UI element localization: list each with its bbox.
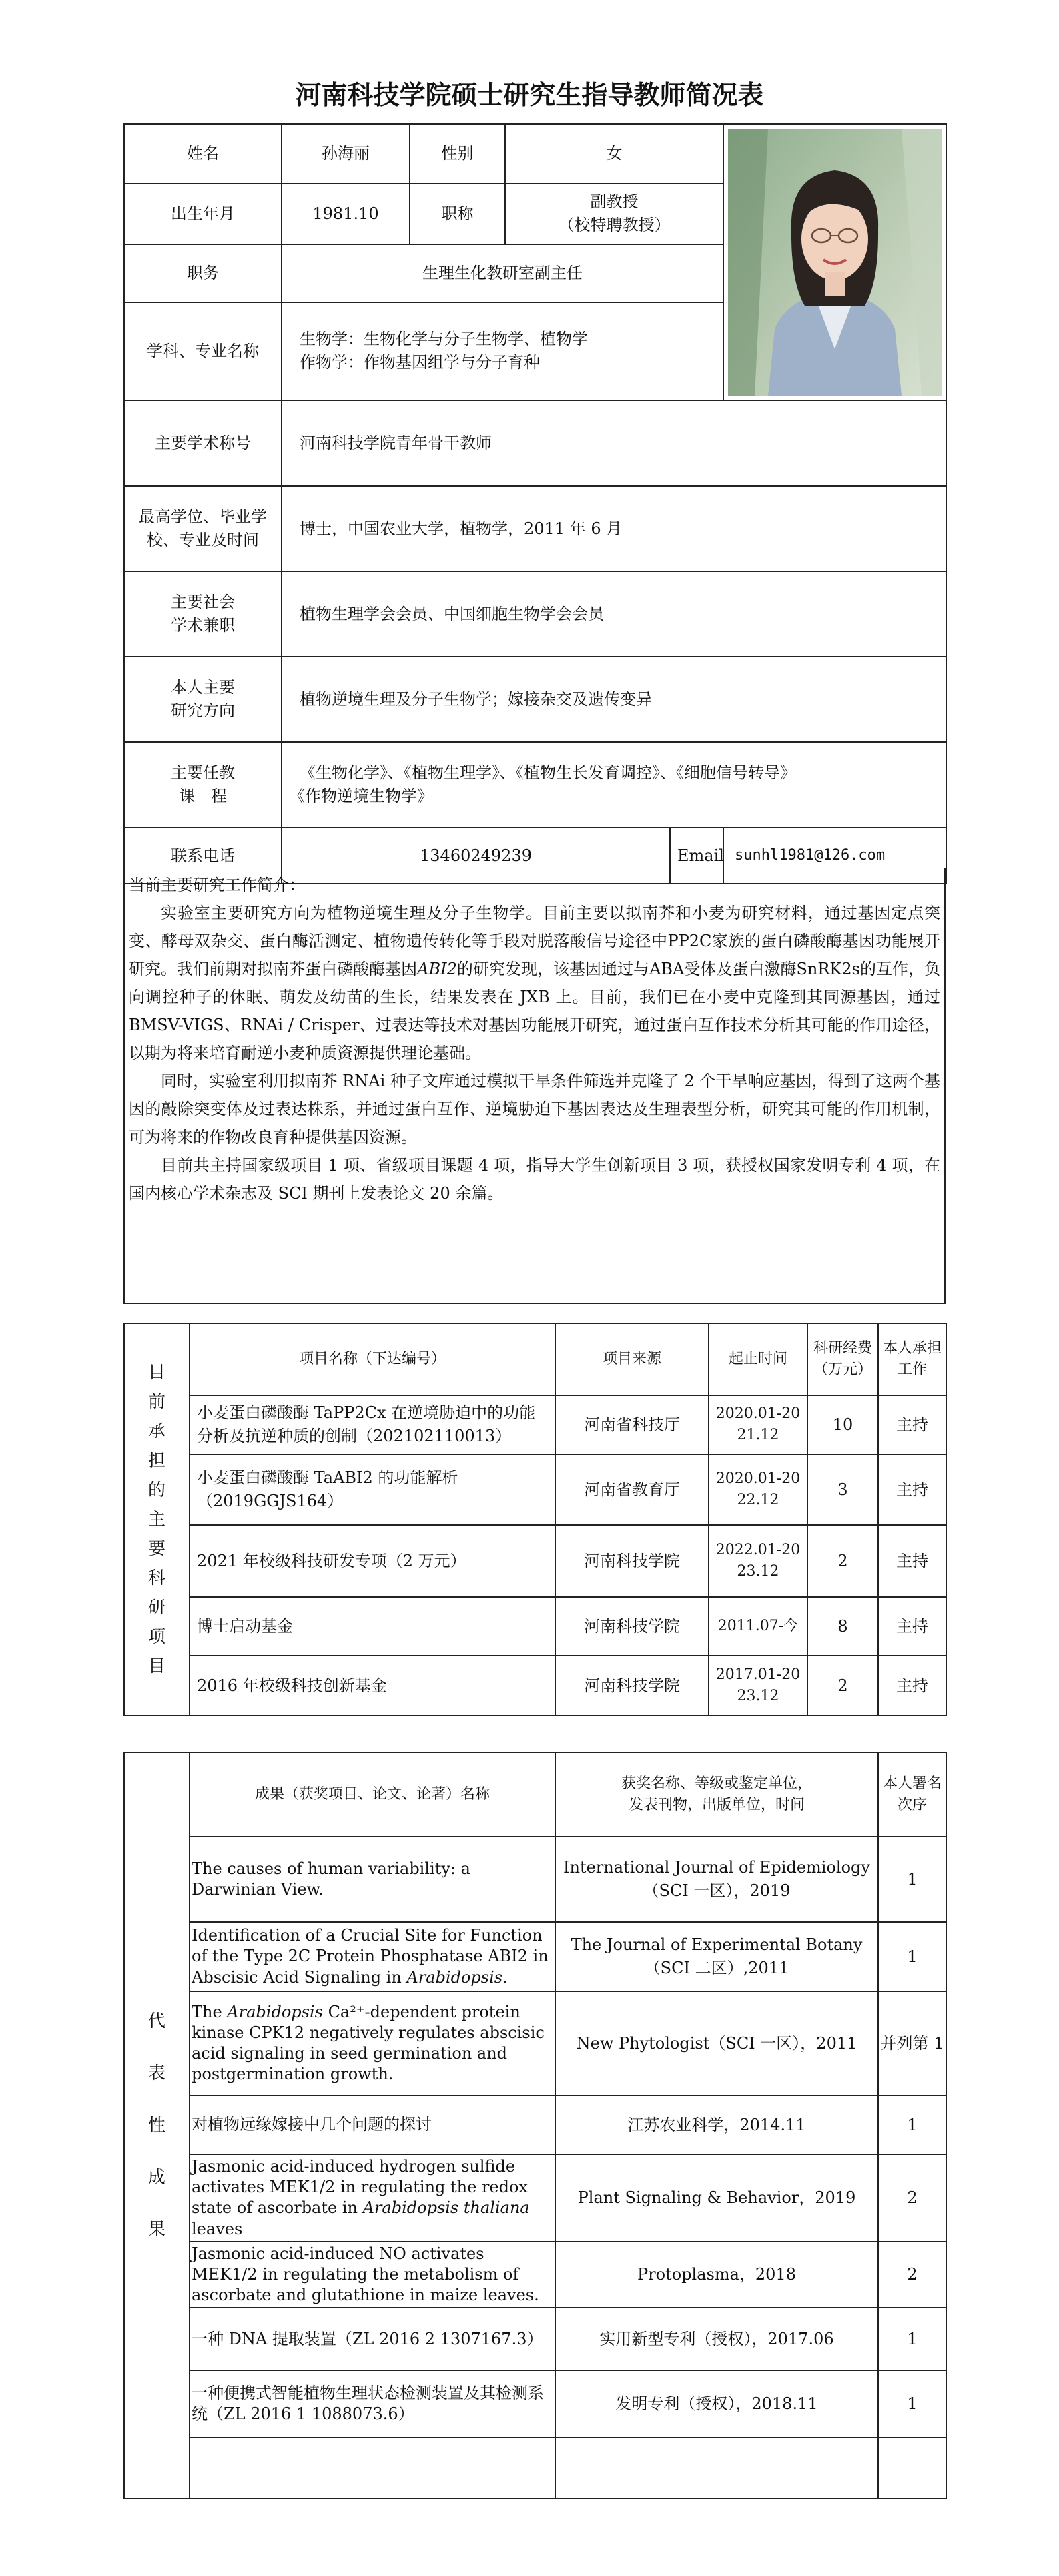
intro-paragraph-2: 同时，实验室利用拟南芥 RNAi 种子文库通过模拟干旱条件筛选并克隆了 2 个干旱响应基因，得到了这两个基因的敲除突变体及过表达株系，并通过蛋白互作、逆境胁迫下基因表达及生理表型分析，研究其可能的作用机制，可为将来的作物改良育种提供基因资源。 xyxy=(129,1072,940,1147)
email-value: sunhl1981@126.com xyxy=(723,828,946,884)
achievement-name xyxy=(190,1991,555,2096)
achievement-rank: 并列第 1 xyxy=(878,1991,946,2096)
phone-value: 13460249239 xyxy=(282,828,670,884)
intro-p1-part-b: 的研究发现，该基因通过与ABA受体及蛋白激酶SnRK2s的互作，负向调控种子的休眠、萌发及幼苗的生长，结果发表在 JXB 上。目前，我们已在小麦中克隆到其同源基因，通过BMSV-VIGS、RNAi / Crisper、过表达等技术对基因功能展开研究，通过蛋白互作技术分析其可能的作用途径，以期为将来培育耐逆小麦种质资源提供理论基础。 xyxy=(129,960,940,1062)
intro-p1-part-a: 实验室主要研究方向为植物逆境生理及分子生物学。目前主要以拟南芥和小麦为研究材料，通过基因定点突变、酵母双杂交、蛋白酶活测定、植物遗传转化等手段对脱落酸信号途径中PP2C家族的蛋白磷酸酶基因功能展开研究。我们前期对拟南芥蛋白磷酸酶基因 xyxy=(129,904,940,978)
achievement-name-italic: Arabidopsis thaliana xyxy=(362,2198,530,2218)
project-funding: 8 xyxy=(807,1597,878,1656)
degree-label-line-2: 校、专业及时间 xyxy=(147,531,259,549)
project-time-line-2: 21.12 xyxy=(737,1427,779,1443)
achievement-venue xyxy=(555,2308,878,2370)
project-time-line-2: 23.12 xyxy=(737,1688,779,1704)
header-venue-line-1: 获奖名称、等级或鉴定单位， xyxy=(621,1775,812,1793)
achievements-side-char: 果 xyxy=(147,2220,165,2240)
projects-side-char: 前 xyxy=(147,1392,165,1412)
project-row xyxy=(124,1656,946,1716)
project-name: 小麦蛋白磷酸酶 TaABI2 的功能解析（2019GGJS164） xyxy=(190,1454,555,1525)
achievements-side-char: 代 xyxy=(147,2011,165,2032)
achievement-venue-line-2: （SCI 一区），2019 xyxy=(643,1881,791,1900)
project-time xyxy=(709,1525,807,1597)
achievement-venue-line-1: The Journal of Experimental Botany xyxy=(571,1935,863,1955)
project-time xyxy=(709,1597,807,1656)
research-label-line-2: 研究方向 xyxy=(171,701,235,720)
achievement-name xyxy=(190,2096,555,2154)
header-source: 项目来源 xyxy=(555,1323,709,1395)
intro-heading: 当前主要研究工作简介： xyxy=(129,876,305,894)
empty-cell xyxy=(555,2437,878,2499)
achievement-name-text-end: leaves xyxy=(192,2219,243,2238)
social-label xyxy=(124,571,282,657)
courses-label-line-1: 主要任教 xyxy=(171,763,235,783)
achievements-header-row xyxy=(124,1752,946,1837)
project-funding: 10 xyxy=(807,1395,878,1454)
achievement-name-text: 一种便携式智能植物生理状态检测装置及其检测系统（ZL 2016 1 1088073.6） xyxy=(192,2384,544,2424)
position-label: 职务 xyxy=(124,244,282,302)
degree-label-line-1: 最高学位、毕业学 xyxy=(139,507,267,527)
achievement-venue-line-1: Plant Signaling & Behavior，2019 xyxy=(577,2188,856,2207)
project-name: 2016 年校级科技创新基金 xyxy=(190,1656,555,1716)
project-row xyxy=(124,1454,946,1525)
project-name: 2021 年校级科技研发专项（2 万元） xyxy=(190,1525,555,1597)
degree-value: 博士，中国农业大学，植物学，2011 年 6 月 xyxy=(282,486,946,571)
achievement-venue-line-1: 实用新型专利（授权），2017.06 xyxy=(599,2329,834,2348)
research-intro xyxy=(123,868,946,1304)
header-role: 本人承担工作 xyxy=(878,1323,946,1395)
gender-value: 女 xyxy=(505,124,723,184)
projects-side-char: 要 xyxy=(147,1539,165,1559)
achievement-name-text: Jasmonic acid-induced NO activates MEK1/2 in regulating the metabolism of ascorbate and glutathione in maize leaves. xyxy=(192,2244,539,2305)
achievement-rank: 1 xyxy=(878,2370,946,2437)
social-value: 植物生理学会会员、中国细胞生物学会会员 xyxy=(282,571,946,657)
projects-header-row xyxy=(124,1323,946,1395)
achievement-rank: 1 xyxy=(878,1837,946,1922)
rank-value xyxy=(505,184,723,244)
empty-cell xyxy=(878,2437,946,2499)
project-time-line-1: 2022.01-20 xyxy=(715,1542,801,1559)
degree-label xyxy=(124,486,282,571)
project-role: 主持 xyxy=(878,1597,946,1656)
social-label-line-2: 学术兼职 xyxy=(171,616,235,635)
academic-title-label: 主要学术称号 xyxy=(124,400,282,486)
header-achievement-name: 成果（获奖项目、论文、论著）名称 xyxy=(190,1752,555,1837)
achievement-venue xyxy=(555,2096,878,2154)
birth-label: 出生年月 xyxy=(124,184,282,244)
project-source: 河南科技学院 xyxy=(555,1656,709,1716)
achievement-name-italic: Arabidopsis. xyxy=(406,1967,508,1987)
social-label-line-1: 主要社会 xyxy=(171,593,235,612)
name-label: 姓名 xyxy=(124,124,282,184)
achievement-name-text: The causes of human variability: a Darwinian View. xyxy=(192,1859,470,1899)
achievement-name xyxy=(190,1922,555,1991)
achievement-rank: 1 xyxy=(878,1922,946,1991)
birth-value: 1981.10 xyxy=(282,184,410,244)
academic-title-value: 河南科技学院青年骨干教师 xyxy=(282,400,946,486)
achievement-venue-line-2: （SCI 二区）,2011 xyxy=(644,1959,789,1977)
project-role: 主持 xyxy=(878,1454,946,1525)
achievements-side-char: 性 xyxy=(147,2116,165,2136)
achievement-venue-line-1: 江苏农业科学，2014.11 xyxy=(627,2115,806,2134)
project-time-line-1: 2020.01-20 xyxy=(715,1405,801,1423)
photo-cell xyxy=(723,124,946,400)
intro-paragraph-3: 目前共主持国家级项目 1 项、省级项目课题 4 项，指导大学生创新项目 3 项，获授权国家发明专利 4 项，在国内核心学术杂志及 SCI 期刊上发表论文 20 余篇。 xyxy=(129,1156,940,1203)
projects-side-char: 承 xyxy=(147,1421,165,1441)
projects-side-char: 项 xyxy=(147,1627,165,1647)
achievement-name-text: Identification of a Crucial Site for Function of the Type 2C Protein Phosphatase ABI2 in Abscisic Acid Signaling in xyxy=(192,1926,549,1987)
project-funding: 3 xyxy=(807,1454,878,1525)
project-row xyxy=(124,1525,946,1597)
rank-line-2: （校特聘教授） xyxy=(558,216,671,235)
project-row xyxy=(124,1395,946,1454)
courses-line-2: 《作物逆境生物学》 xyxy=(289,787,433,806)
project-time xyxy=(709,1395,807,1454)
projects-side-label xyxy=(124,1323,190,1716)
achievement-venue xyxy=(555,1837,878,1922)
achievements-table xyxy=(123,1752,947,2499)
project-role: 主持 xyxy=(878,1395,946,1454)
project-source: 河南省科技厅 xyxy=(555,1395,709,1454)
project-time-line-1: 2011.07-今 xyxy=(717,1618,799,1635)
profile-table xyxy=(123,123,947,884)
achievement-row xyxy=(124,1837,946,1922)
project-time-line-2: 22.12 xyxy=(737,1492,779,1508)
project-time-line-1: 2017.01-20 xyxy=(715,1666,801,1684)
header-venue xyxy=(555,1752,878,1837)
achievement-name-text: 一种 DNA 提取装置（ZL 2016 2 1307167.3） xyxy=(192,2329,543,2348)
courses-label xyxy=(124,742,282,828)
intro-gene-name: ABI2 xyxy=(417,960,457,978)
achievement-rank: 2 xyxy=(878,2154,946,2242)
achievement-rank: 1 xyxy=(878,2308,946,2370)
header-time: 起止时间 xyxy=(709,1323,807,1395)
project-time xyxy=(709,1656,807,1716)
courses-line-1: 《生物化学》、《植物生理学》、《植物生长发育调控》、《细胞信号转导》 xyxy=(300,763,796,783)
projects-side-char: 主 xyxy=(147,1510,165,1530)
research-label-line-1: 本人主要 xyxy=(171,678,235,697)
projects-side-char: 目 xyxy=(147,1363,165,1383)
project-role: 主持 xyxy=(878,1525,946,1597)
header-project-name: 项目名称（下达编号） xyxy=(190,1323,555,1395)
achievement-empty-row xyxy=(124,2437,946,2499)
achievement-name xyxy=(190,2154,555,2242)
position-value: 生理生化教研室副主任 xyxy=(282,244,723,302)
achievement-row xyxy=(124,1922,946,1991)
achievement-name-text: The xyxy=(192,2002,228,2021)
achievement-venue-line-1: 发明专利（授权），2018.11 xyxy=(615,2394,818,2413)
projects-table xyxy=(123,1323,947,1716)
achievement-rank: 2 xyxy=(878,2242,946,2308)
achievement-venue xyxy=(555,1922,878,1991)
header-funding: 科研经费（万元） xyxy=(807,1323,878,1395)
project-name: 小麦蛋白磷酸酶 TaPP2Cx 在逆境胁迫中的功能分析及抗逆种质的创制（202102110013） xyxy=(190,1395,555,1454)
achievement-name xyxy=(190,2308,555,2370)
project-funding: 2 xyxy=(807,1525,878,1597)
project-source: 河南省教育厅 xyxy=(555,1454,709,1525)
discipline-line-1: 生物学：生物化学与分子生物学、植物学 xyxy=(300,330,588,349)
achievements-side-char: 表 xyxy=(147,2063,165,2084)
projects-side-char: 的 xyxy=(147,1480,165,1500)
page-title: 河南科技学院硕士研究生指导教师简况表 xyxy=(295,81,764,111)
achievement-name xyxy=(190,2370,555,2437)
research-value: 植物逆境生理及分子生物学；嫁接杂交及遗传变异 xyxy=(282,657,946,742)
project-source: 河南科技学院 xyxy=(555,1525,709,1597)
project-role: 主持 xyxy=(878,1656,946,1716)
achievement-name xyxy=(190,1837,555,1922)
achievement-venue xyxy=(555,2370,878,2437)
achievement-name-text: 对植物远缘嫁接中几个问题的探讨 xyxy=(192,2115,432,2134)
header-venue-line-2: 发表刊物，出版单位，时间 xyxy=(628,1797,805,1813)
project-time-line-1: 2020.01-20 xyxy=(715,1470,801,1488)
discipline-label: 学科、专业名称 xyxy=(124,302,282,400)
achievement-venue-line-1: Protoplasma，2018 xyxy=(637,2265,796,2284)
achievement-venue xyxy=(555,1991,878,2096)
achievement-row xyxy=(124,2096,946,2154)
projects-side-char: 科 xyxy=(147,1568,165,1588)
project-funding: 2 xyxy=(807,1656,878,1716)
achievement-row xyxy=(124,2308,946,2370)
achievement-venue-line-1: New Phytologist（SCI 一区），2011 xyxy=(576,2033,857,2053)
research-label xyxy=(124,657,282,742)
achievement-name-text-end: Ca²⁺-dependent protein kinase CPK12 negatively regulates abscisic acid signaling in seed germination and postgermination growth. xyxy=(192,2002,545,2084)
intro-paragraph-1 xyxy=(129,899,940,1067)
achievement-name-italic: Arabidopsis xyxy=(227,2002,323,2021)
header-rank: 本人署名次序 xyxy=(878,1752,946,1837)
achievement-venue xyxy=(555,2242,878,2308)
project-row xyxy=(124,1597,946,1656)
achievement-row xyxy=(124,2242,946,2308)
achievement-venue xyxy=(555,2154,878,2242)
achievement-venue-line-1: International Journal of Epidemiology xyxy=(563,1858,870,1877)
achievement-name-text: Jasmonic acid-induced hydrogen sulfide activates MEK1/2 in regulating the redox state of ascorbate in xyxy=(192,2157,528,2218)
achievement-rank: 1 xyxy=(878,2096,946,2154)
portrait-photo xyxy=(728,129,942,396)
achievement-row xyxy=(124,2154,946,2242)
email-label: Email xyxy=(670,828,723,884)
project-time-line-2: 23.12 xyxy=(737,1563,779,1580)
achievement-row xyxy=(124,2370,946,2437)
project-time xyxy=(709,1454,807,1525)
projects-side-char: 目 xyxy=(147,1656,165,1676)
courses-label-line-2: 课 程 xyxy=(179,787,227,806)
achievement-name xyxy=(190,2242,555,2308)
discipline-value xyxy=(282,302,723,400)
projects-side-char: 研 xyxy=(147,1598,165,1618)
gender-label: 性别 xyxy=(410,124,505,184)
name-value: 孙海丽 xyxy=(282,124,410,184)
empty-cell xyxy=(190,2437,555,2499)
achievements-side-label xyxy=(124,1752,190,2499)
project-source: 河南科技学院 xyxy=(555,1597,709,1656)
project-name: 博士启动基金 xyxy=(190,1597,555,1656)
rank-line-1: 副教授 xyxy=(590,192,639,212)
discipline-line-2: 作物学：作物基因组学与分子育种 xyxy=(300,353,540,372)
achievements-side-char: 成 xyxy=(147,2168,165,2188)
courses-value xyxy=(282,742,946,828)
rank-label: 职称 xyxy=(410,184,505,244)
projects-side-char: 担 xyxy=(147,1451,165,1471)
achievement-row xyxy=(124,1991,946,2096)
phone-label: 联系电话 xyxy=(124,828,282,884)
